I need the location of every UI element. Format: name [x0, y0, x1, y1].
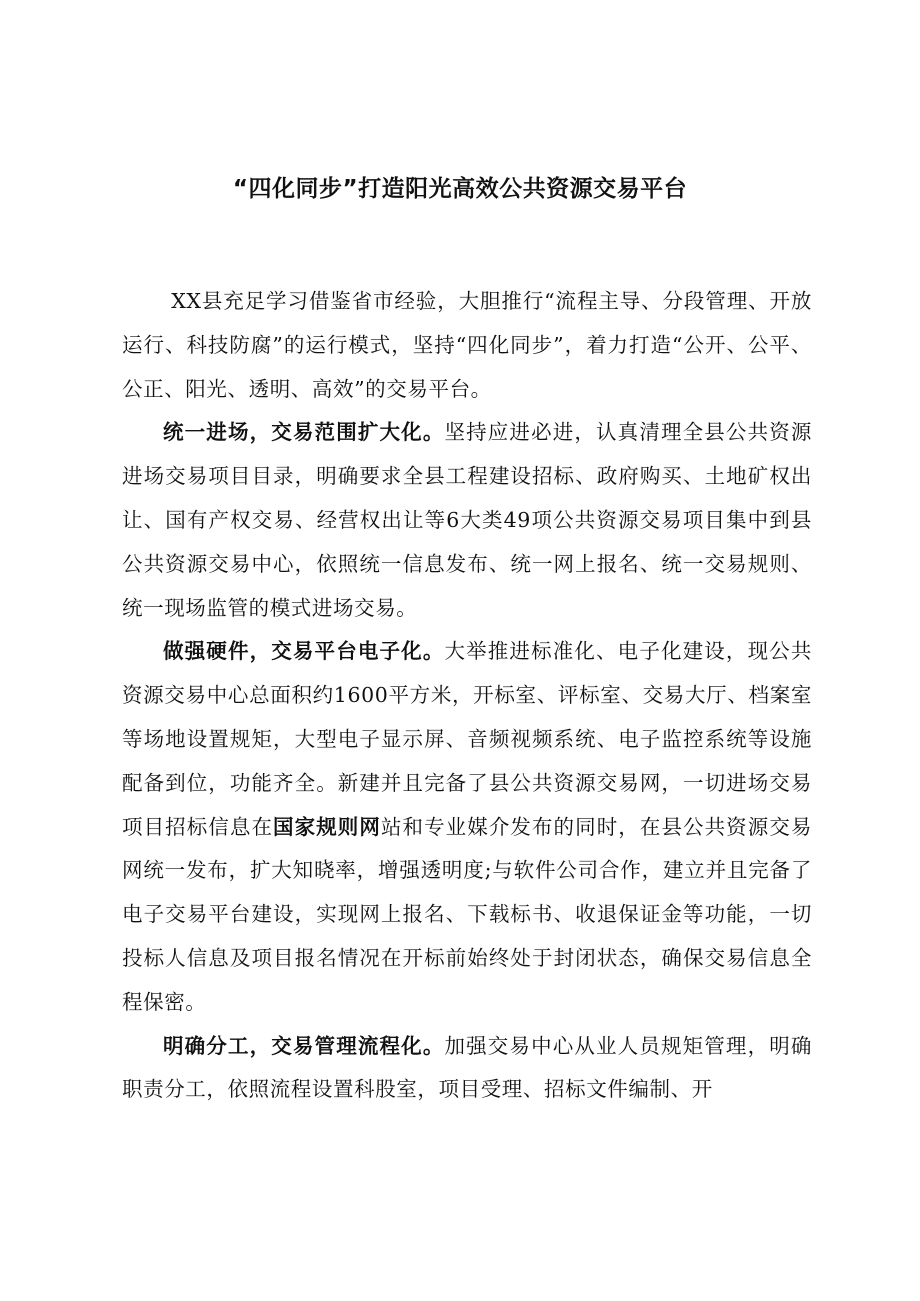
emphasis-text: 国家规则网	[273, 814, 381, 839]
document-body	[122, 280, 812, 1112]
intro-paragraph: XX县充足学习借鉴省市经验，大胆推行“流程主导、分段管理、开放运行、科技防腐”的运行模式，坚持“四化同步”，着力打造“公开、公平、公正、阳光、透明、高效”的交易平台。	[122, 289, 812, 401]
section-heading-3: 明确分工，交易管理流程化。	[163, 1033, 445, 1058]
section-heading-2: 做强硬件，交易平台电子化。	[163, 639, 445, 664]
section-paragraph-2	[122, 630, 812, 1024]
section-heading-1: 统一进场，交易范围扩大化。	[163, 420, 445, 445]
section-text-2b: 站和专业媒介发布的同时，在县公共资源交易网统一发布，扩大知晓率，增强透明度;与软件公司合作，建立并且完备了电子交易平台建设，实现网上报名、下载标书、收退保证金等功能，一切投标人信息及项目报名情况在开标前始终处于封闭状态，确保交易信息全程保密。	[122, 814, 813, 1014]
section-text-1: 坚持应进必进，认真清理全县公共资源进场交易项目目录，明确要求全县工程建设招标、政府购买、土地矿权出让、国有产权交易、经营权出让等6大类49项公共资源交易项目集中到县公共资源交易中心，依照统一信息发布、统一网上报名、统一交易规则、统一现场监管的模式进场交易。	[122, 420, 812, 620]
section-paragraph-1	[122, 411, 812, 630]
section-text-3: 加强交易中心从业人员规矩管理，明确职责分工，依照流程设置科股室，项目受理、招标文件编制、开	[122, 1033, 812, 1102]
section-text-2a: 大举推进标准化、电子化建设，现公共资源交易中心总面积约1600平方米，开标室、评标室、交易大厅、档案室等场地设置规矩，大型电子显示屏、音频视频系统、电子监控系统等设施配备到位，功能齐全。新建并且完备了县公共资源交易网，一切进场交易项目招标信息在	[122, 639, 812, 839]
document-title: “四化同步”打造阳光高效公共资源交易平台	[232, 176, 688, 202]
section-paragraph-3	[122, 1025, 812, 1113]
